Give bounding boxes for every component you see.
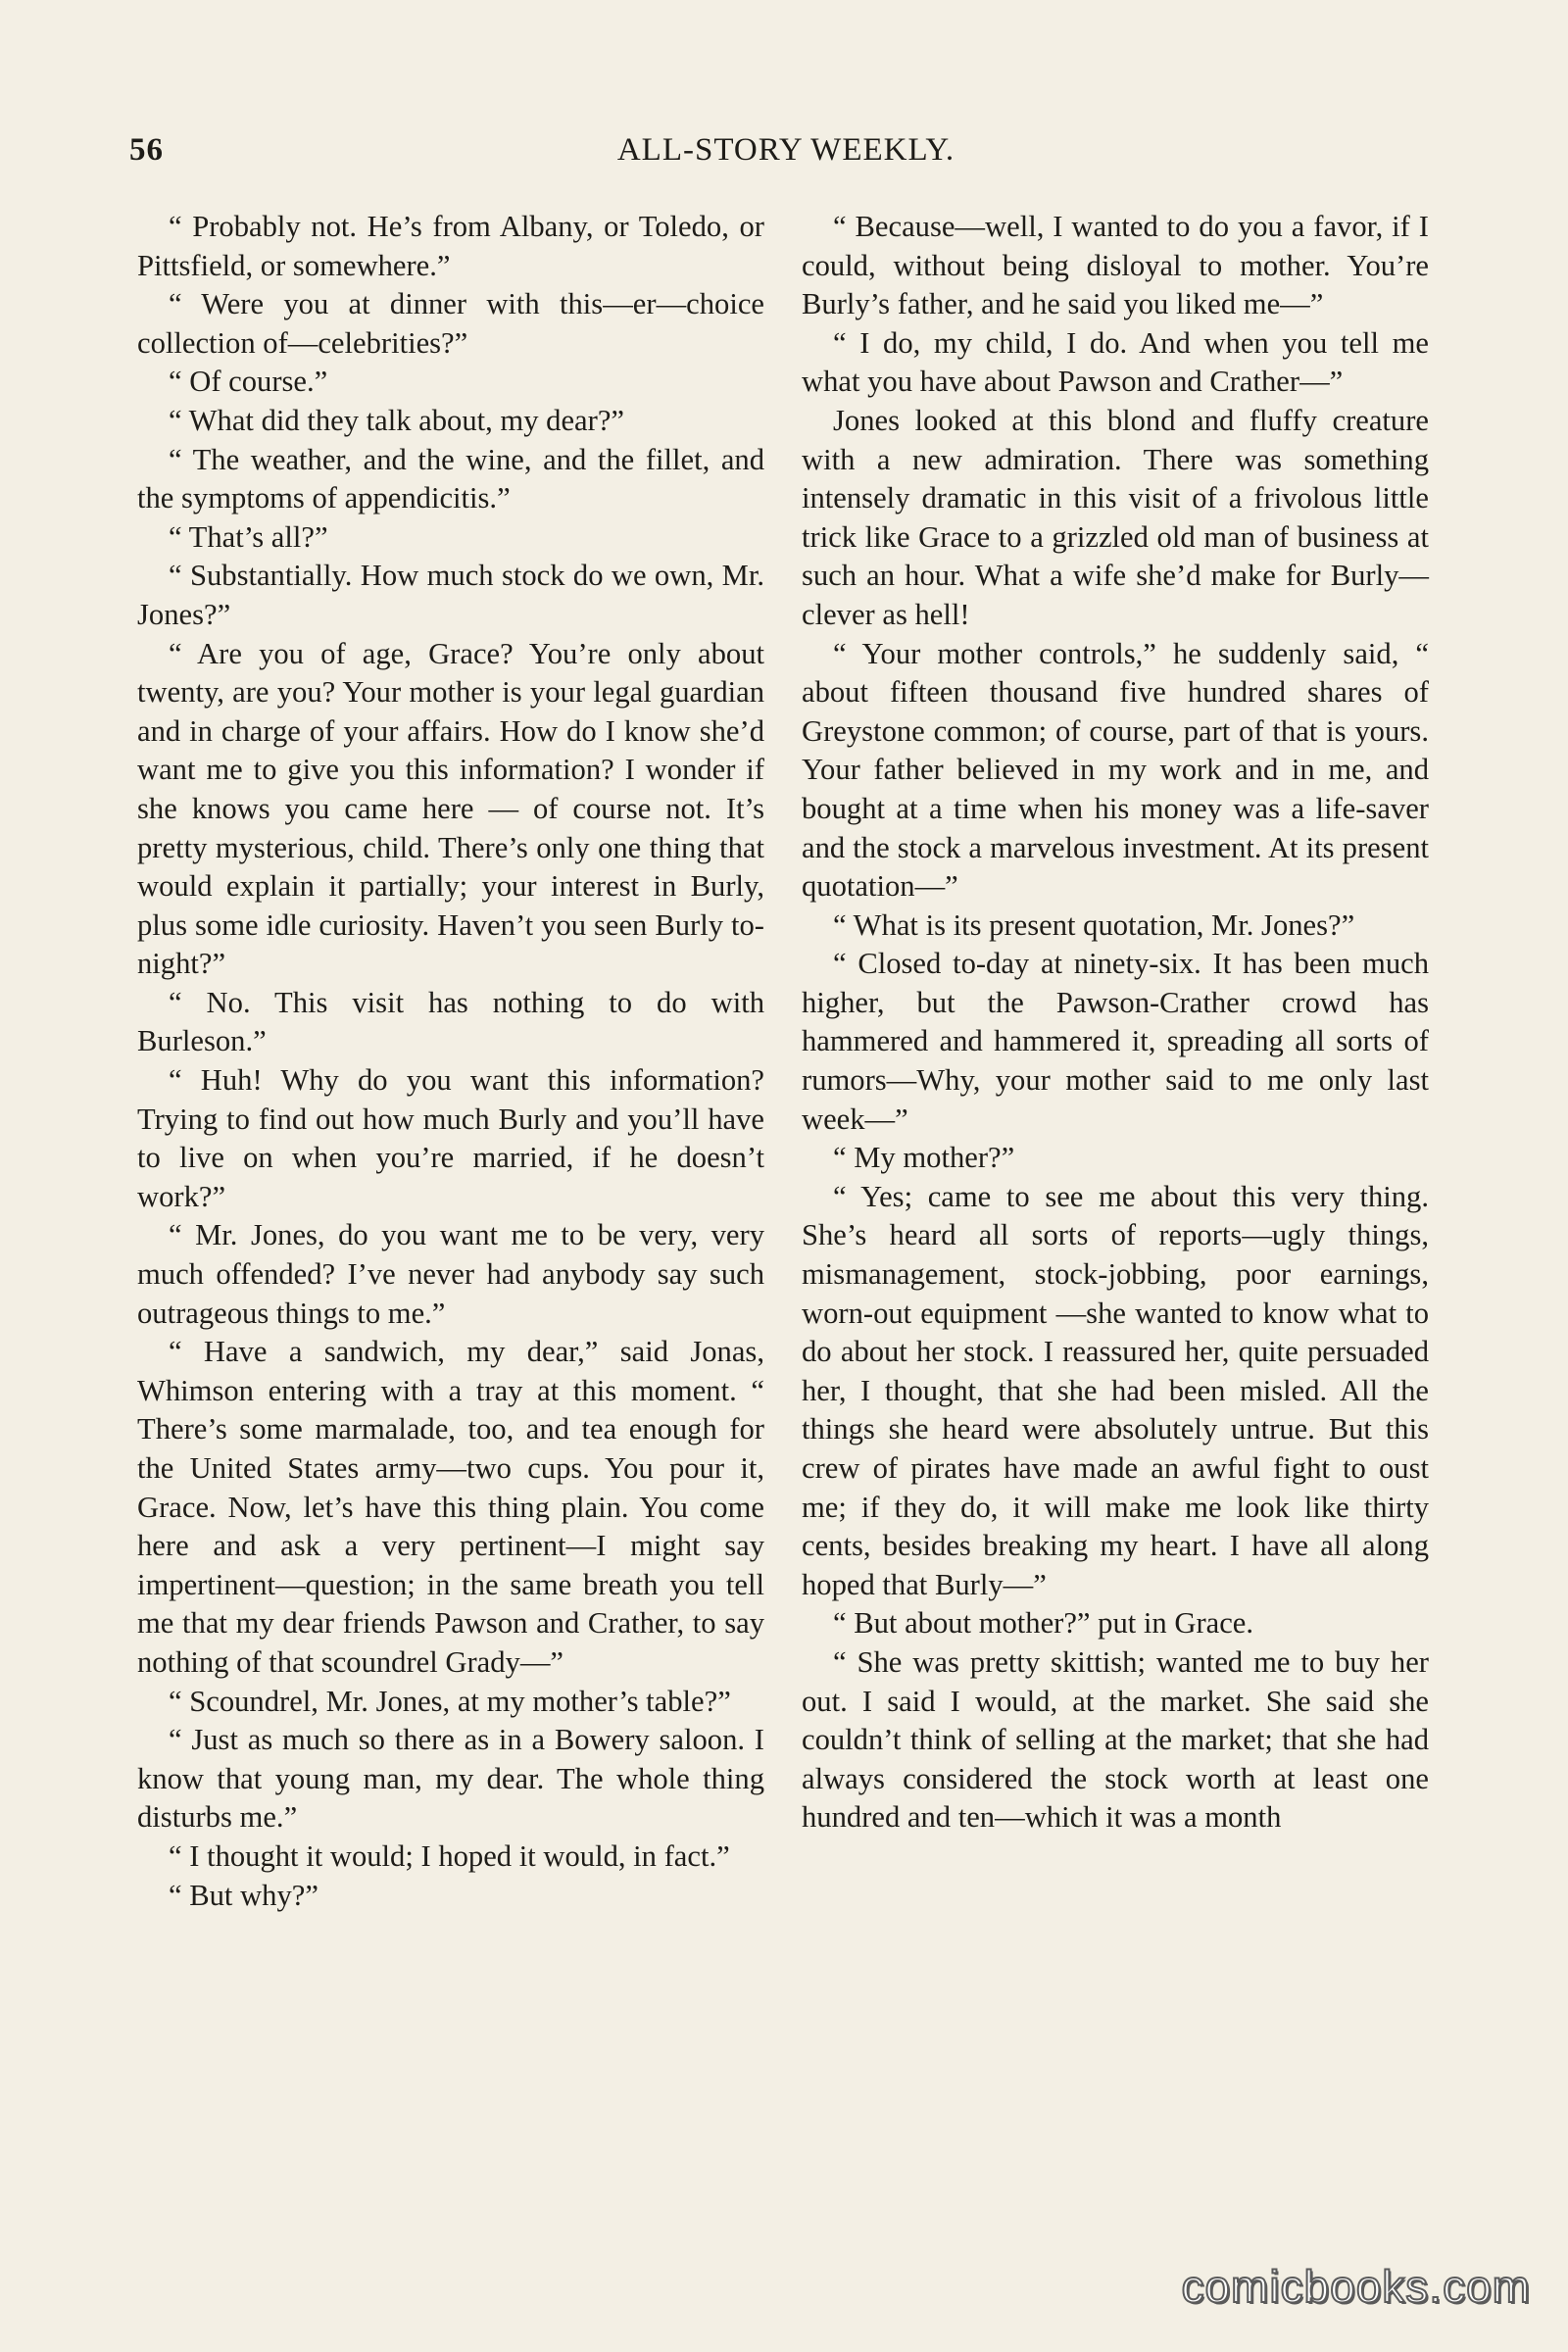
paragraph: “ What did they talk about, my dear?” — [169, 403, 624, 437]
paragraph: “ Yes; came to see me about this very thing. She’s heard all sorts of reports—ugly things, mismanagement, stock-jobbing, poor earnings, worn-out equipment —she wanted to know what to do about her stock. I reassured her, quite persuaded her, I thought, that she had been misled. All the things she heard were absolutely untrue. But this crew of pirates have made an awful fight to oust me; if they do, it will make me look like thirty cents, besides breaking my heart. I have all along hoped that Burly—” — [802, 1179, 1429, 1601]
paragraph: “ I thought it would; I hoped it would, in fact.” — [169, 1838, 730, 1873]
paragraph: “ The weather, and the wine, and the fillet, and the symptoms of appendicitis.” — [137, 442, 764, 515]
paragraph: “ But why?” — [169, 1878, 318, 1912]
paragraph: “ That’s all?” — [169, 519, 328, 554]
paragraph: “ Closed to-day at ninety-six. It has been much higher, but the Pawson-Crather crowd has hammered and hammered it, spreading all sorts of rumors—Why, your mother said to me only last week—” — [802, 947, 1429, 1136]
paragraph: “ Scoundrel, Mr. Jones, at my mother’s table?” — [169, 1684, 731, 1718]
watermark: comicbooks.com — [1181, 2261, 1531, 2312]
page-header — [129, 132, 1443, 181]
paragraph: “ Probably not. He’s from Albany, or Toledo, or Pittsfield, or somewhere.” — [137, 210, 764, 282]
left-column — [137, 208, 764, 1915]
running-title: ALL-STORY WEEKLY. — [616, 132, 956, 168]
paragraph: “ But about mother?” put in Grace. — [833, 1606, 1254, 1641]
paragraph: “ Huh! Why do you want this information? Trying to find out how much Burly and you’ll have to live on when you’re married, if he doesn’t work?” — [137, 1063, 764, 1213]
paragraph: “ No. This visit has nothing to do with Burleson.” — [137, 985, 764, 1058]
paragraph: “ Substantially. How much stock do we own, Mr. Jones?” — [137, 559, 764, 631]
page-number: 56 — [129, 132, 164, 168]
right-column — [802, 208, 1429, 1838]
paragraph: “ Have a sandwich, my dear,” said Jonas, Whimson entering with a tray at this moment. “ There’s some marmalade, too, and tea enough for the United States army—two cups. You pour it, Grace. Now, let’s have this thing plain. You come here and ask a very pertinent—I might say impertinent—question; in the same breath you tell me that my dear friends Pawson and Crather, to say nothing of that scoundrel Grady—” — [137, 1335, 764, 1679]
paragraph: “ Just as much so there as in a Bowery saloon. I know that young man, my dear. The whole thing disturbs me.” — [137, 1723, 764, 1835]
paragraph: “ Mr. Jones, do you want me to be very, very much offended? I’ve never had anybody say such outrageous things to me.” — [137, 1218, 764, 1330]
paragraph: “ What is its present quotation, Mr. Jones?” — [833, 907, 1355, 942]
paragraph: “ She was pretty skittish; wanted me to buy her out. I said I would, at the market. She said she couldn’t think of selling at the market; that she had always considered the stock worth at least one hundred and ten—which it was a month — [802, 1644, 1429, 1835]
paragraph: “ I do, my child, I do. And when you tell me what you have about Pawson and Crather—” — [802, 325, 1429, 399]
paragraph: “ My mother?” — [833, 1141, 1015, 1175]
paragraph: “ Your mother controls,” he suddenly said, “ about fifteen thousand five hundred shares of Greystone common; of course, part of that is yours. Your father believed in my work and in me, and bought at a time when his money was a life-saver and the stock a marvelous investment. At its present quotation—” — [802, 636, 1429, 904]
paragraph: “ Are you of age, Grace? You’re only about twenty, are you? Your mother is your legal guardian and in charge of your affairs. How do I know she’d want me to give you this information? I wonder if she knows you came here — of course not. It’s pretty mysterious, child. There’s only one thing that would explain it partially; your interest in Burly, plus some idle curiosity. Haven’t you seen Burly to-night?” — [137, 636, 764, 981]
paragraph: Jones looked at this blond and fluffy creature with a new admiration. There was something intensely dramatic in this visit of a frivolous little trick like Grace to a grizzled old man of business at such an hour. What a wife she’d make for Burly—clever as hell! — [802, 403, 1429, 631]
paragraph: “ Because—well, I wanted to do you a favor, if I could, without being disloyal to mother. You’re Burly’s father, and he said you liked me—” — [802, 210, 1429, 321]
paragraph: “ Were you at dinner with this—er—choice collection of—celebrities?” — [137, 287, 764, 360]
paragraph: “ Of course.” — [169, 365, 328, 399]
